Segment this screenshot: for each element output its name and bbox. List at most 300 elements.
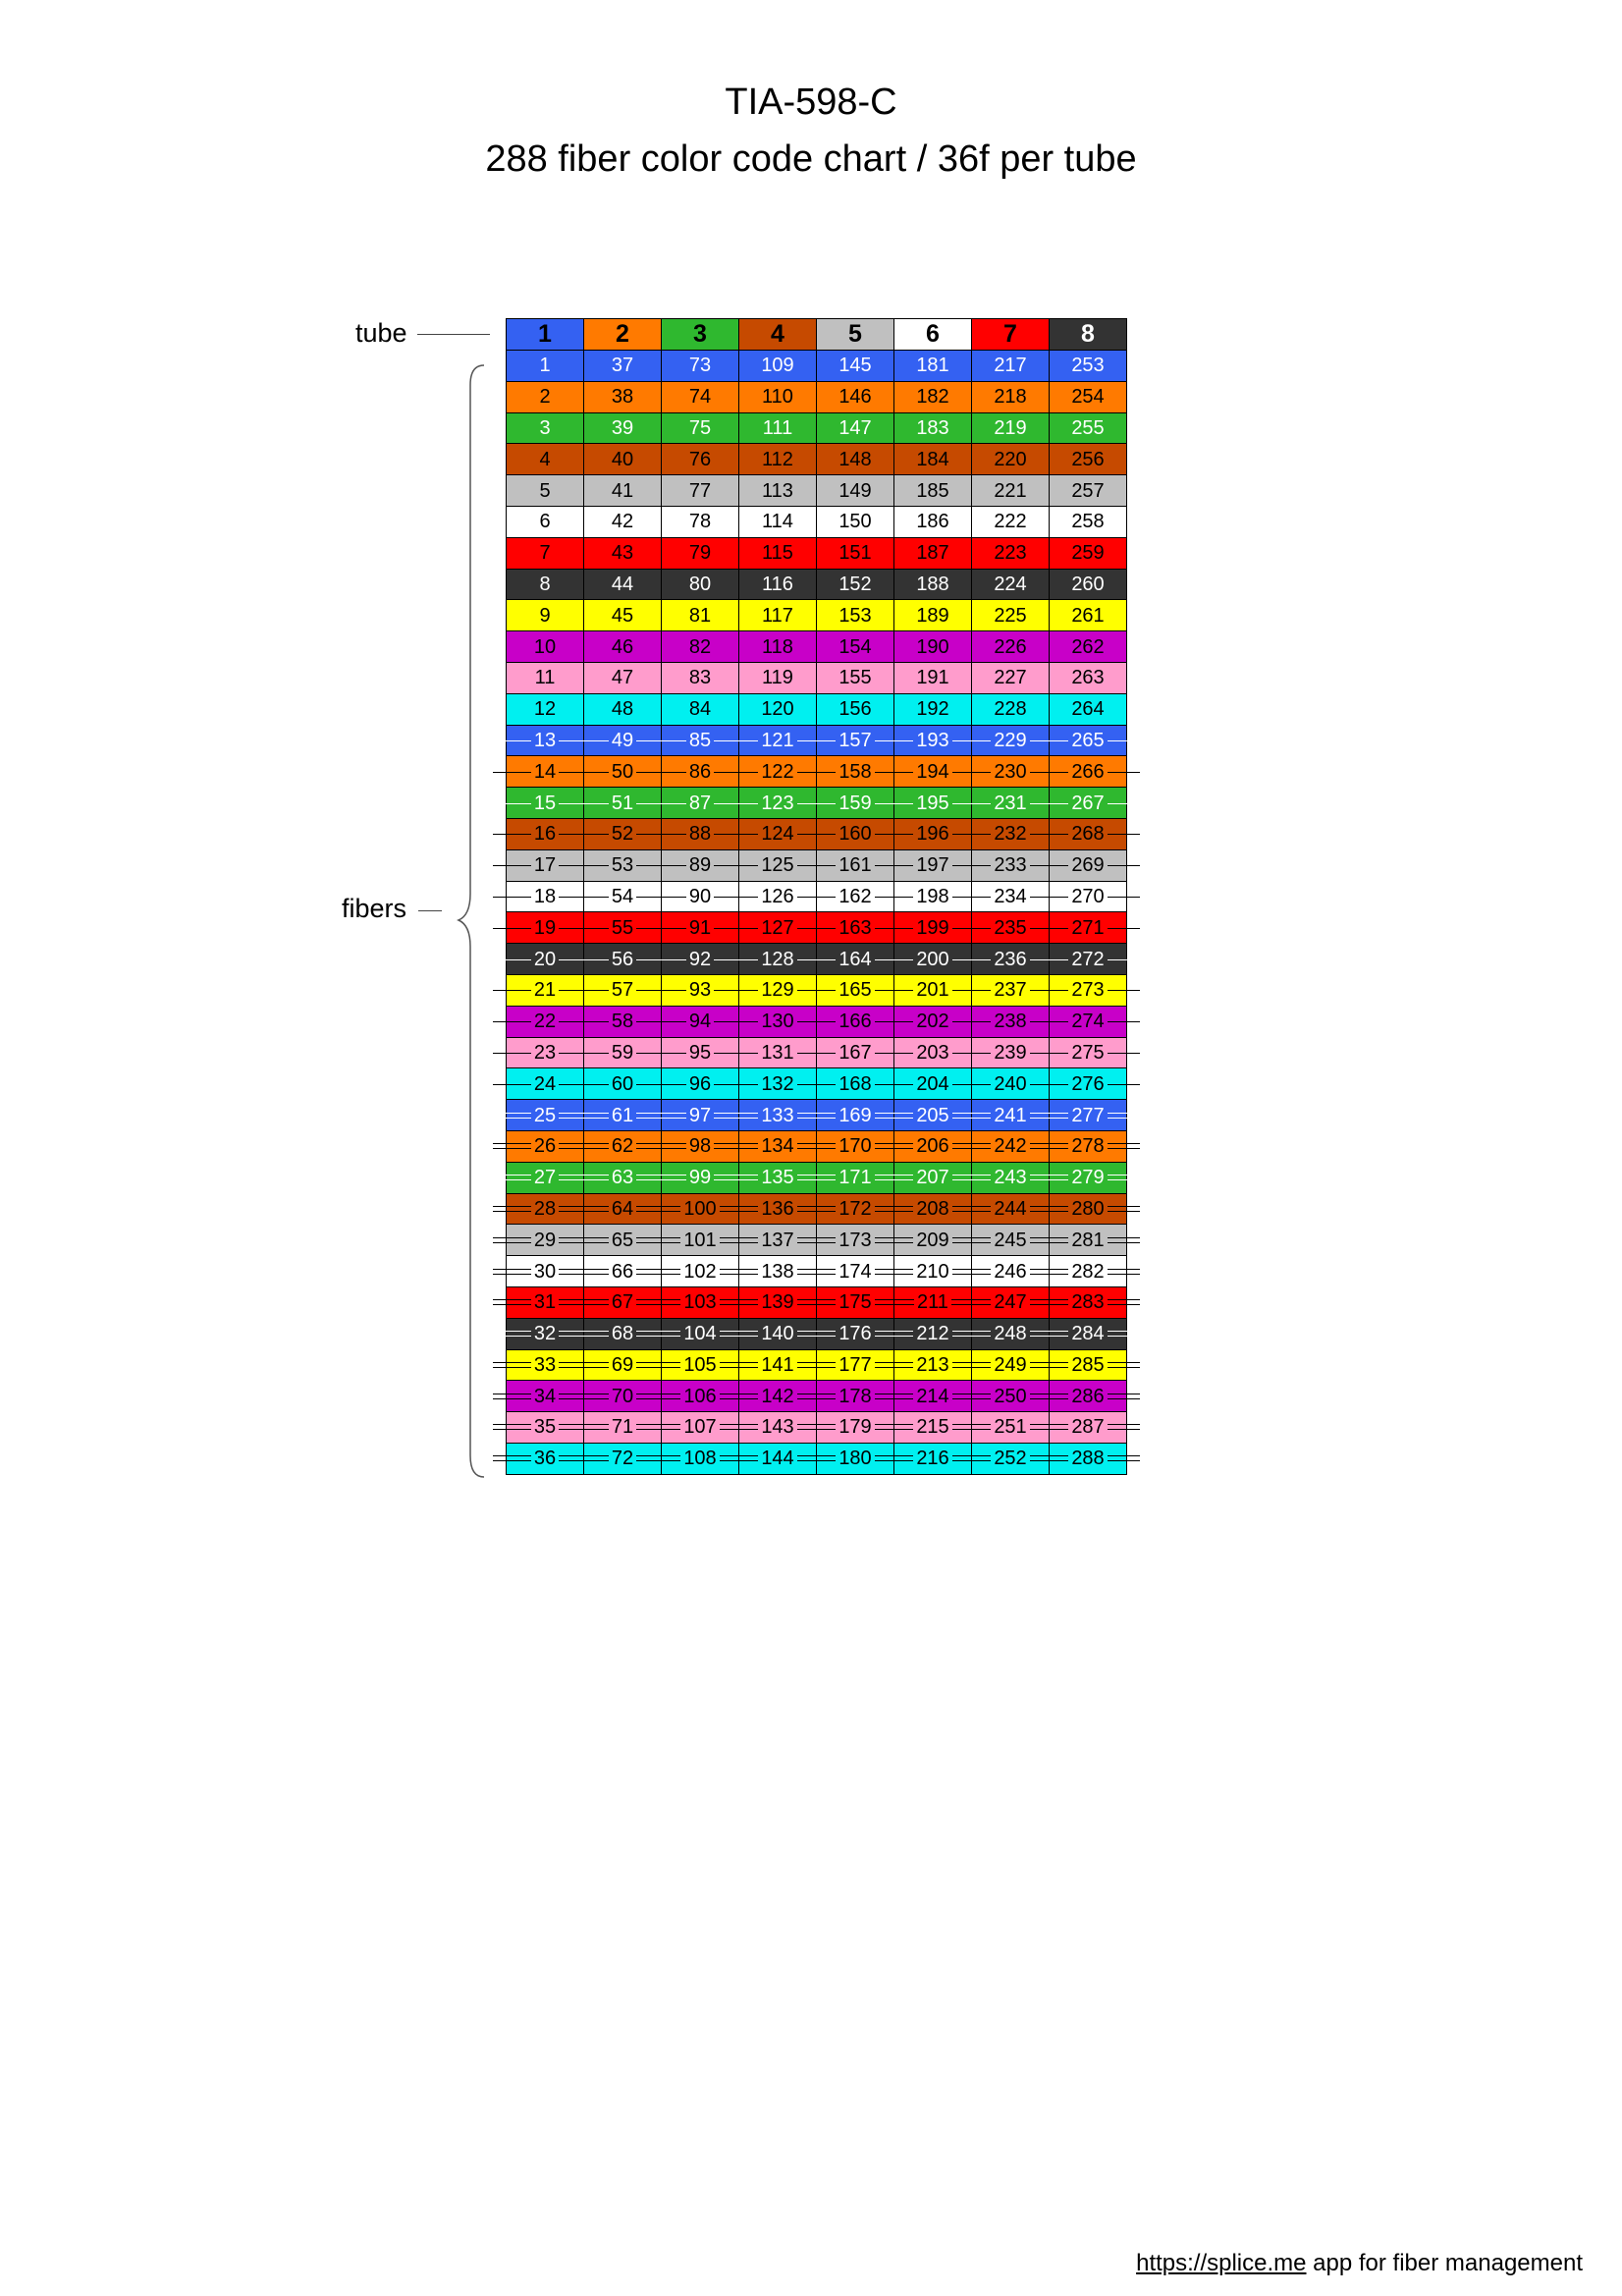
fiber-cell-122: 122 (739, 756, 817, 788)
fiber-cell-25: 25 (507, 1100, 584, 1131)
fiber-cell-94: 94 (662, 1007, 739, 1038)
fiber-cell-42: 42 (584, 507, 662, 538)
fiber-cell-236: 236 (972, 944, 1050, 975)
fiber-cell-58: 58 (584, 1007, 662, 1038)
fiber-cell-95: 95 (662, 1038, 739, 1069)
fiber-cell-199: 199 (894, 912, 972, 944)
fiber-cell-10: 10 (507, 631, 584, 663)
fiber-cell-260: 260 (1050, 570, 1127, 601)
fiber-cell-262: 262 (1050, 631, 1127, 663)
fiber-cell-44: 44 (584, 570, 662, 601)
fiber-cell-242: 242 (972, 1131, 1050, 1163)
fiber-cell-9: 9 (507, 600, 584, 631)
fiber-cell-35: 35 (507, 1412, 584, 1444)
fiber-cell-27: 27 (507, 1163, 584, 1194)
fiber-cell-221: 221 (972, 475, 1050, 507)
chart-subtitle: 288 fiber color code chart / 36f per tube (485, 138, 1137, 180)
fiber-cell-235: 235 (972, 912, 1050, 944)
fiber-cell-142: 142 (739, 1381, 817, 1412)
fiber-cell-268: 268 (1050, 819, 1127, 850)
fiber-cell-255: 255 (1050, 413, 1127, 445)
fiber-cell-214: 214 (894, 1381, 972, 1412)
fiber-cell-136: 136 (739, 1194, 817, 1226)
fiber-cell-92: 92 (662, 944, 739, 975)
fiber-cell-109: 109 (739, 351, 817, 382)
fiber-cell-37: 37 (584, 351, 662, 382)
fiber-cell-11: 11 (507, 663, 584, 694)
fiber-cell-82: 82 (662, 631, 739, 663)
fiber-cell-99: 99 (662, 1163, 739, 1194)
fiber-cell-12: 12 (507, 694, 584, 726)
fiber-cell-247: 247 (972, 1287, 1050, 1319)
fiber-cell-134: 134 (739, 1131, 817, 1163)
fiber-cell-192: 192 (894, 694, 972, 726)
fiber-cell-61: 61 (584, 1100, 662, 1131)
chart-title: TIA-598-C (725, 82, 897, 123)
fiber-cell-5: 5 (507, 475, 584, 507)
fiber-cell-63: 63 (584, 1163, 662, 1194)
fiber-cell-187: 187 (894, 538, 972, 570)
fiber-cell-272: 272 (1050, 944, 1127, 975)
tube-leader-line (417, 334, 490, 335)
fiber-cell-171: 171 (817, 1163, 894, 1194)
fiber-cell-198: 198 (894, 882, 972, 913)
fiber-cell-132: 132 (739, 1068, 817, 1100)
fiber-cell-21: 21 (507, 975, 584, 1007)
fiber-cell-117: 117 (739, 600, 817, 631)
fiber-cell-57: 57 (584, 975, 662, 1007)
fiber-cell-163: 163 (817, 912, 894, 944)
fiber-cell-270: 270 (1050, 882, 1127, 913)
fiber-cell-102: 102 (662, 1256, 739, 1287)
fiber-cell-89: 89 (662, 850, 739, 882)
fiber-cell-75: 75 (662, 413, 739, 445)
fiber-cell-173: 173 (817, 1225, 894, 1256)
fiber-cell-88: 88 (662, 819, 739, 850)
fiber-cell-252: 252 (972, 1444, 1050, 1475)
fiber-cell-154: 154 (817, 631, 894, 663)
fiber-cell-140: 140 (739, 1319, 817, 1350)
fiber-cell-13: 13 (507, 726, 584, 757)
fiber-cell-256: 256 (1050, 444, 1127, 475)
fiber-cell-78: 78 (662, 507, 739, 538)
fiber-cell-18: 18 (507, 882, 584, 913)
fiber-cell-4: 4 (507, 444, 584, 475)
fiber-cell-281: 281 (1050, 1225, 1127, 1256)
fiber-cell-239: 239 (972, 1038, 1050, 1069)
fiber-cell-51: 51 (584, 788, 662, 819)
fiber-cell-71: 71 (584, 1412, 662, 1444)
fiber-cell-72: 72 (584, 1444, 662, 1475)
fiber-cell-1: 1 (507, 351, 584, 382)
fiber-cell-190: 190 (894, 631, 972, 663)
fiber-cell-120: 120 (739, 694, 817, 726)
fiber-cell-286: 286 (1050, 1381, 1127, 1412)
fiber-cell-276: 276 (1050, 1068, 1127, 1100)
fiber-cell-279: 279 (1050, 1163, 1127, 1194)
fiber-cell-70: 70 (584, 1381, 662, 1412)
fiber-cell-250: 250 (972, 1381, 1050, 1412)
fiber-cell-2: 2 (507, 382, 584, 413)
fiber-cell-219: 219 (972, 413, 1050, 445)
fiber-cell-3: 3 (507, 413, 584, 445)
fiber-cell-244: 244 (972, 1194, 1050, 1226)
splice-me-link[interactable]: https://splice.me (1136, 2250, 1307, 2276)
fiber-cell-144: 144 (739, 1444, 817, 1475)
fiber-cell-213: 213 (894, 1350, 972, 1382)
fiber-cell-115: 115 (739, 538, 817, 570)
fiber-cell-168: 168 (817, 1068, 894, 1100)
fiber-cell-151: 151 (817, 538, 894, 570)
fiber-cell-197: 197 (894, 850, 972, 882)
fiber-cell-90: 90 (662, 882, 739, 913)
fiber-cell-112: 112 (739, 444, 817, 475)
fiber-cell-269: 269 (1050, 850, 1127, 882)
fiber-cell-228: 228 (972, 694, 1050, 726)
fiber-cell-32: 32 (507, 1319, 584, 1350)
fiber-cell-124: 124 (739, 819, 817, 850)
fiber-cell-91: 91 (662, 912, 739, 944)
fiber-cell-188: 188 (894, 570, 972, 601)
fiber-cell-284: 284 (1050, 1319, 1127, 1350)
fiber-cell-208: 208 (894, 1194, 972, 1226)
fiber-cell-287: 287 (1050, 1412, 1127, 1444)
fiber-cell-85: 85 (662, 726, 739, 757)
fiber-cell-103: 103 (662, 1287, 739, 1319)
fiber-cell-162: 162 (817, 882, 894, 913)
fiber-cell-69: 69 (584, 1350, 662, 1382)
fiber-cell-273: 273 (1050, 975, 1127, 1007)
fiber-cell-130: 130 (739, 1007, 817, 1038)
fiber-cell-248: 248 (972, 1319, 1050, 1350)
tube-header-6: 6 (894, 319, 972, 351)
fiber-cell-259: 259 (1050, 538, 1127, 570)
fiber-cell-54: 54 (584, 882, 662, 913)
fiber-cell-243: 243 (972, 1163, 1050, 1194)
fibers-label: fibers (342, 894, 407, 923)
fiber-cell-22: 22 (507, 1007, 584, 1038)
fiber-cell-56: 56 (584, 944, 662, 975)
fiber-cell-196: 196 (894, 819, 972, 850)
fiber-cell-253: 253 (1050, 351, 1127, 382)
fiber-cell-64: 64 (584, 1194, 662, 1226)
tube-header-2: 2 (584, 319, 662, 351)
fiber-cell-135: 135 (739, 1163, 817, 1194)
fiber-cell-157: 157 (817, 726, 894, 757)
fiber-cell-49: 49 (584, 726, 662, 757)
fiber-cell-170: 170 (817, 1131, 894, 1163)
fiber-cell-249: 249 (972, 1350, 1050, 1382)
fiber-cell-172: 172 (817, 1194, 894, 1226)
fiber-cell-17: 17 (507, 850, 584, 882)
fiber-cell-116: 116 (739, 570, 817, 601)
footer-text: app for fiber management (1306, 2250, 1583, 2276)
fiber-cell-184: 184 (894, 444, 972, 475)
fiber-cell-36: 36 (507, 1444, 584, 1475)
fibers-leader-line (418, 910, 442, 911)
fiber-color-grid (506, 318, 1127, 1475)
fiber-cell-230: 230 (972, 756, 1050, 788)
fiber-cell-207: 207 (894, 1163, 972, 1194)
fiber-cell-62: 62 (584, 1131, 662, 1163)
fiber-cell-240: 240 (972, 1068, 1050, 1100)
fiber-cell-206: 206 (894, 1131, 972, 1163)
fiber-cell-288: 288 (1050, 1444, 1127, 1475)
fiber-cell-23: 23 (507, 1038, 584, 1069)
fiber-cell-41: 41 (584, 475, 662, 507)
fiber-cell-67: 67 (584, 1287, 662, 1319)
fiber-cell-80: 80 (662, 570, 739, 601)
fiber-cell-52: 52 (584, 819, 662, 850)
fiber-cell-118: 118 (739, 631, 817, 663)
fiber-cell-73: 73 (662, 351, 739, 382)
fiber-cell-153: 153 (817, 600, 894, 631)
fiber-cell-108: 108 (662, 1444, 739, 1475)
fiber-cell-146: 146 (817, 382, 894, 413)
fiber-cell-222: 222 (972, 507, 1050, 538)
fiber-cell-39: 39 (584, 413, 662, 445)
fiber-cell-203: 203 (894, 1038, 972, 1069)
fiber-cell-231: 231 (972, 788, 1050, 819)
fiber-cell-143: 143 (739, 1412, 817, 1444)
fiber-cell-150: 150 (817, 507, 894, 538)
fiber-cell-183: 183 (894, 413, 972, 445)
fiber-cell-28: 28 (507, 1194, 584, 1226)
fiber-cell-169: 169 (817, 1100, 894, 1131)
fiber-cell-278: 278 (1050, 1131, 1127, 1163)
fiber-cell-129: 129 (739, 975, 817, 1007)
fiber-cell-179: 179 (817, 1412, 894, 1444)
fiber-cell-164: 164 (817, 944, 894, 975)
tube-header-4: 4 (739, 319, 817, 351)
fiber-cell-16: 16 (507, 819, 584, 850)
fiber-cell-30: 30 (507, 1256, 584, 1287)
fiber-cell-84: 84 (662, 694, 739, 726)
fiber-cell-194: 194 (894, 756, 972, 788)
fiber-cell-123: 123 (739, 788, 817, 819)
fiber-cell-19: 19 (507, 912, 584, 944)
fiber-cell-205: 205 (894, 1100, 972, 1131)
fiber-cell-166: 166 (817, 1007, 894, 1038)
fiber-cell-238: 238 (972, 1007, 1050, 1038)
fiber-cell-212: 212 (894, 1319, 972, 1350)
fiber-cell-241: 241 (972, 1100, 1050, 1131)
fiber-cell-210: 210 (894, 1256, 972, 1287)
fiber-cell-137: 137 (739, 1225, 817, 1256)
fiber-cell-77: 77 (662, 475, 739, 507)
fiber-cell-107: 107 (662, 1412, 739, 1444)
fiber-cell-68: 68 (584, 1319, 662, 1350)
fiber-cell-174: 174 (817, 1256, 894, 1287)
fiber-cell-261: 261 (1050, 600, 1127, 631)
fiber-cell-177: 177 (817, 1350, 894, 1382)
fiber-cell-119: 119 (739, 663, 817, 694)
fiber-cell-159: 159 (817, 788, 894, 819)
fiber-cell-186: 186 (894, 507, 972, 538)
fiber-cell-55: 55 (584, 912, 662, 944)
fiber-cell-152: 152 (817, 570, 894, 601)
fiber-cell-20: 20 (507, 944, 584, 975)
fiber-cell-275: 275 (1050, 1038, 1127, 1069)
fiber-cell-220: 220 (972, 444, 1050, 475)
fiber-cell-50: 50 (584, 756, 662, 788)
fiber-cell-133: 133 (739, 1100, 817, 1131)
fiber-cell-59: 59 (584, 1038, 662, 1069)
fiber-cell-227: 227 (972, 663, 1050, 694)
fiber-cell-148: 148 (817, 444, 894, 475)
fiber-cell-215: 215 (894, 1412, 972, 1444)
tube-header-5: 5 (817, 319, 894, 351)
fiber-cell-225: 225 (972, 600, 1050, 631)
fiber-cell-24: 24 (507, 1068, 584, 1100)
fiber-cell-76: 76 (662, 444, 739, 475)
fiber-cell-165: 165 (817, 975, 894, 1007)
fiber-cell-127: 127 (739, 912, 817, 944)
fiber-cell-201: 201 (894, 975, 972, 1007)
fiber-cell-257: 257 (1050, 475, 1127, 507)
tube-header-3: 3 (662, 319, 739, 351)
fiber-cell-271: 271 (1050, 912, 1127, 944)
fiber-cell-245: 245 (972, 1225, 1050, 1256)
fiber-cell-160: 160 (817, 819, 894, 850)
fiber-cell-65: 65 (584, 1225, 662, 1256)
fiber-cell-47: 47 (584, 663, 662, 694)
fiber-cell-141: 141 (739, 1350, 817, 1382)
fiber-cell-233: 233 (972, 850, 1050, 882)
fiber-cell-274: 274 (1050, 1007, 1127, 1038)
fiber-cell-106: 106 (662, 1381, 739, 1412)
tube-header-8: 8 (1050, 319, 1127, 351)
fiber-cell-126: 126 (739, 882, 817, 913)
fiber-cell-191: 191 (894, 663, 972, 694)
fiber-cell-48: 48 (584, 694, 662, 726)
fiber-cell-232: 232 (972, 819, 1050, 850)
fiber-cell-204: 204 (894, 1068, 972, 1100)
fiber-cell-110: 110 (739, 382, 817, 413)
fiber-cell-147: 147 (817, 413, 894, 445)
fiber-cell-181: 181 (894, 351, 972, 382)
fiber-cell-211: 211 (894, 1287, 972, 1319)
fiber-cell-60: 60 (584, 1068, 662, 1100)
fiber-cell-264: 264 (1050, 694, 1127, 726)
fiber-cell-265: 265 (1050, 726, 1127, 757)
fiber-cell-282: 282 (1050, 1256, 1127, 1287)
fiber-cell-6: 6 (507, 507, 584, 538)
fiber-cell-105: 105 (662, 1350, 739, 1382)
fiber-cell-114: 114 (739, 507, 817, 538)
fiber-cell-79: 79 (662, 538, 739, 570)
fiber-cell-178: 178 (817, 1381, 894, 1412)
fiber-cell-182: 182 (894, 382, 972, 413)
fiber-cell-113: 113 (739, 475, 817, 507)
fiber-cell-266: 266 (1050, 756, 1127, 788)
fiber-cell-176: 176 (817, 1319, 894, 1350)
fiber-cell-246: 246 (972, 1256, 1050, 1287)
fiber-cell-283: 283 (1050, 1287, 1127, 1319)
fiber-cell-218: 218 (972, 382, 1050, 413)
fiber-cell-93: 93 (662, 975, 739, 1007)
fiber-cell-83: 83 (662, 663, 739, 694)
fiber-cell-33: 33 (507, 1350, 584, 1382)
fiber-cell-100: 100 (662, 1194, 739, 1226)
fiber-cell-193: 193 (894, 726, 972, 757)
tube-header-1: 1 (507, 319, 584, 351)
fiber-cell-66: 66 (584, 1256, 662, 1287)
fiber-cell-251: 251 (972, 1412, 1050, 1444)
fiber-cell-145: 145 (817, 351, 894, 382)
fiber-cell-34: 34 (507, 1381, 584, 1412)
tube-label: tube (355, 318, 407, 348)
fiber-cell-209: 209 (894, 1225, 972, 1256)
fiber-cell-128: 128 (739, 944, 817, 975)
fiber-cell-258: 258 (1050, 507, 1127, 538)
fiber-cell-43: 43 (584, 538, 662, 570)
fiber-cell-277: 277 (1050, 1100, 1127, 1131)
fiber-cell-229: 229 (972, 726, 1050, 757)
fiber-cell-223: 223 (972, 538, 1050, 570)
fiber-cell-138: 138 (739, 1256, 817, 1287)
fiber-cell-180: 180 (817, 1444, 894, 1475)
fiber-cell-285: 285 (1050, 1350, 1127, 1382)
fiber-cell-189: 189 (894, 600, 972, 631)
fiber-cell-40: 40 (584, 444, 662, 475)
fiber-cell-45: 45 (584, 600, 662, 631)
fiber-cell-167: 167 (817, 1038, 894, 1069)
fiber-cell-15: 15 (507, 788, 584, 819)
fiber-cell-185: 185 (894, 475, 972, 507)
tube-header-7: 7 (972, 319, 1050, 351)
fiber-cell-226: 226 (972, 631, 1050, 663)
fiber-cell-98: 98 (662, 1131, 739, 1163)
fiber-cell-139: 139 (739, 1287, 817, 1319)
fiber-cell-31: 31 (507, 1287, 584, 1319)
fiber-cell-121: 121 (739, 726, 817, 757)
fiber-cell-216: 216 (894, 1444, 972, 1475)
fiber-cell-125: 125 (739, 850, 817, 882)
fiber-cell-29: 29 (507, 1225, 584, 1256)
fiber-cell-200: 200 (894, 944, 972, 975)
fiber-cell-53: 53 (584, 850, 662, 882)
fiber-cell-267: 267 (1050, 788, 1127, 819)
fiber-cell-8: 8 (507, 570, 584, 601)
fiber-cell-101: 101 (662, 1225, 739, 1256)
fiber-cell-280: 280 (1050, 1194, 1127, 1226)
fiber-cell-81: 81 (662, 600, 739, 631)
fiber-cell-87: 87 (662, 788, 739, 819)
fiber-cell-155: 155 (817, 663, 894, 694)
fiber-cell-202: 202 (894, 1007, 972, 1038)
fiber-cell-237: 237 (972, 975, 1050, 1007)
fiber-cell-111: 111 (739, 413, 817, 445)
fiber-cell-263: 263 (1050, 663, 1127, 694)
footer (1136, 2250, 1583, 2277)
fiber-cell-158: 158 (817, 756, 894, 788)
fiber-cell-234: 234 (972, 882, 1050, 913)
fiber-cell-161: 161 (817, 850, 894, 882)
fiber-cell-7: 7 (507, 538, 584, 570)
fiber-cell-195: 195 (894, 788, 972, 819)
fiber-cell-86: 86 (662, 756, 739, 788)
fiber-cell-14: 14 (507, 756, 584, 788)
fiber-cell-175: 175 (817, 1287, 894, 1319)
fiber-cell-104: 104 (662, 1319, 739, 1350)
fiber-cell-217: 217 (972, 351, 1050, 382)
fiber-cell-46: 46 (584, 631, 662, 663)
fiber-cell-38: 38 (584, 382, 662, 413)
fiber-cell-131: 131 (739, 1038, 817, 1069)
fiber-cell-96: 96 (662, 1068, 739, 1100)
fiber-cell-149: 149 (817, 475, 894, 507)
